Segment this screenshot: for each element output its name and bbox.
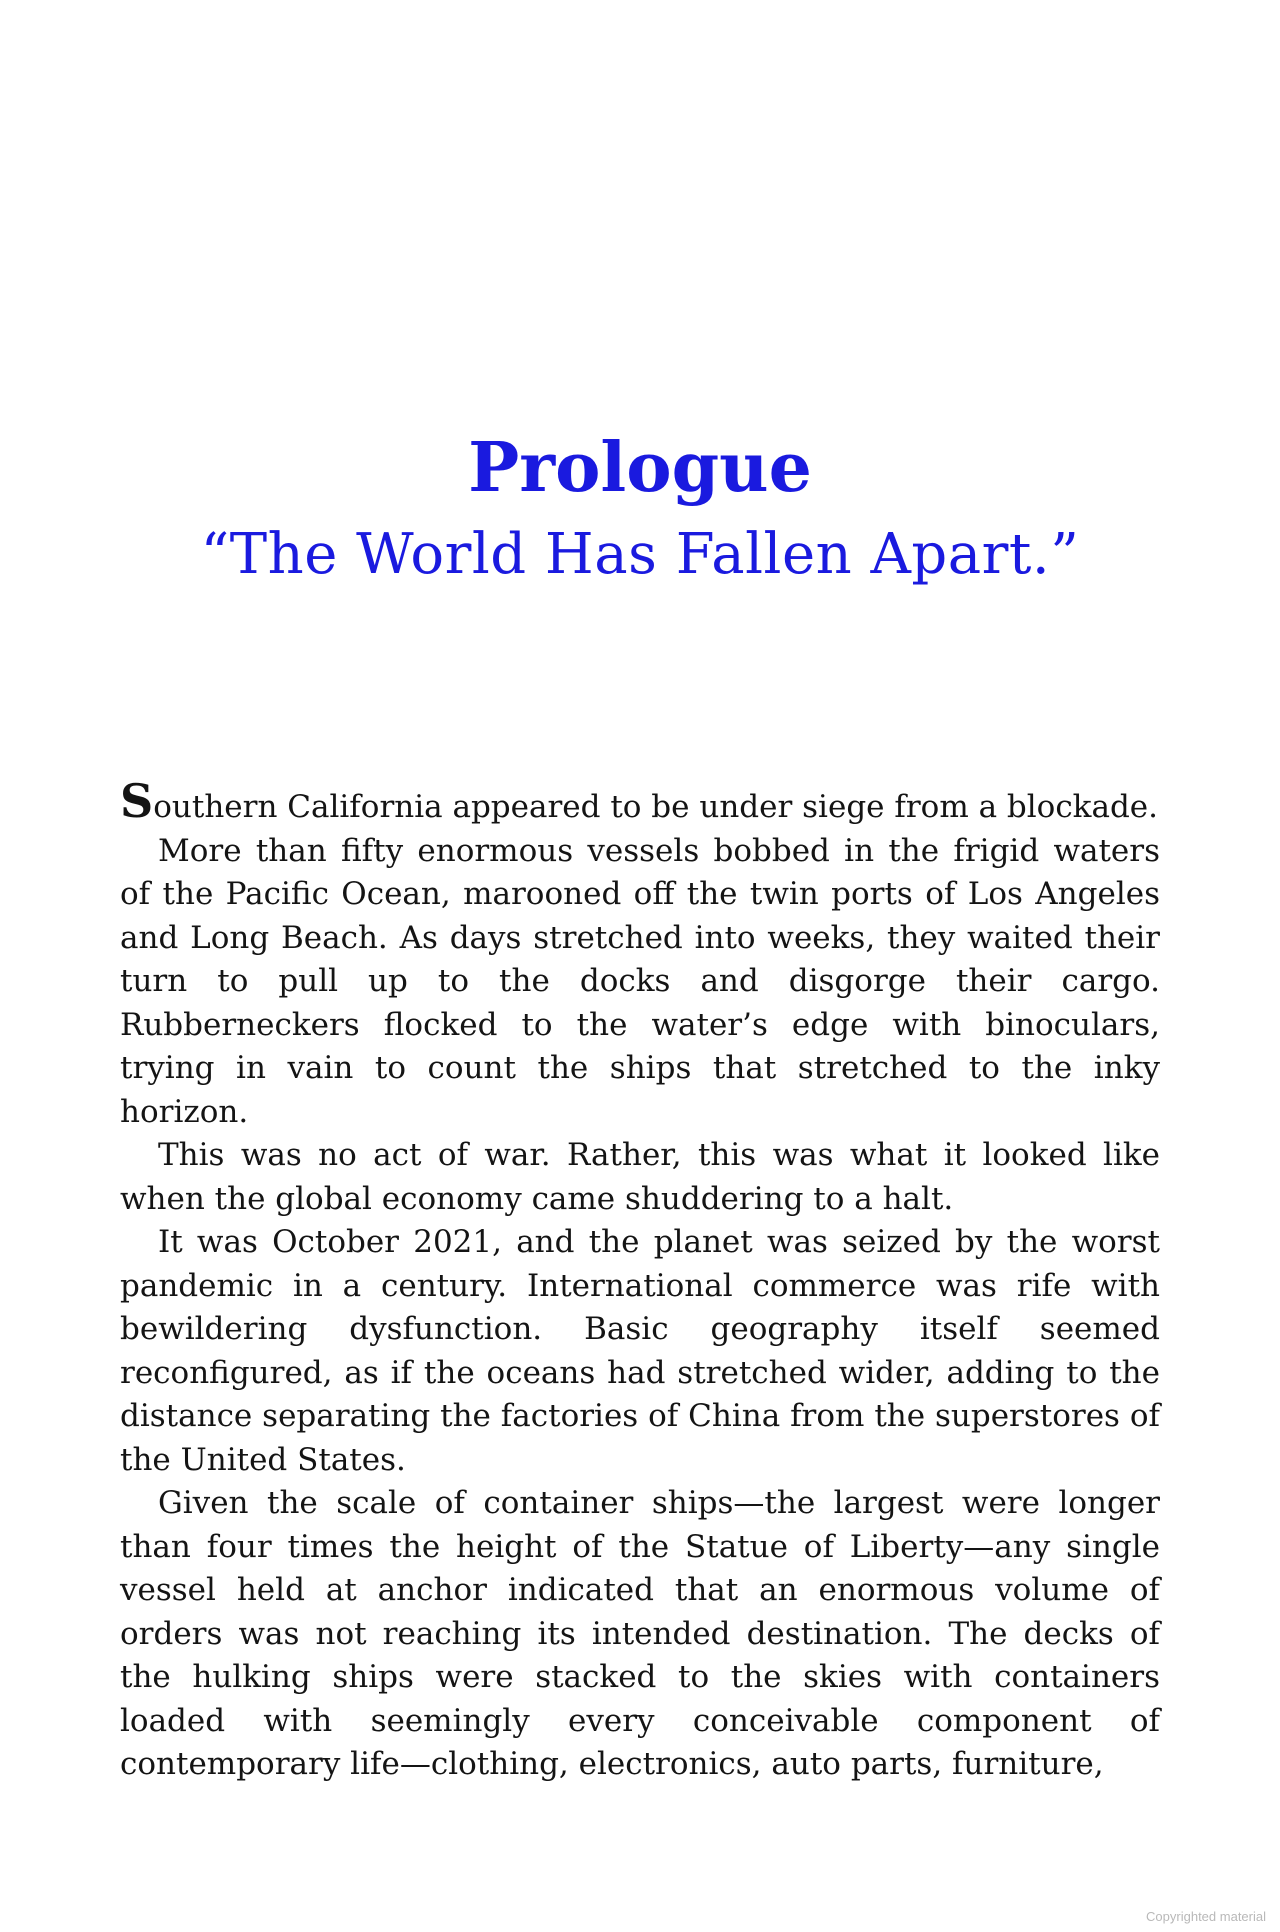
paragraph-2: More than fifty enormous vessels bobbed in the frigid waters of the Pacific Ocean, marooned off the twin ports of Los Angeles and Long Beach. As days stretched into weeks, they waited their turn to pull up to the docks and disgorge their cargo. Rubberneckers flocked to the water’s edge with binoculars, trying in vain to count the ships that stretched to the inky horizon. [120,832,1160,1130]
paragraph-3: This was no act of war. Rather, this was what it looked like when the global economy came shuddering to a halt. [120,1137,1160,1217]
paragraph-4: It was October 2021, and the planet was seized by the worst pandemic in a century. International commerce was rife with bewildering dysfunction. Basic geography itself seemed reconfigured, as if the oceans had stretched wider, adding to the distance separating the factories of China from the superstores of the United States. [120,1224,1160,1478]
copyright-watermark: Copyrighted material [1146,1909,1266,1924]
body-text [120,774,1160,1787]
paragraph-1-text: outhern California appeared to be under siege from a blockade. [153,789,1158,825]
chapter-label: Prologue [468,428,812,508]
paragraph-5: Given the scale of container ships—the largest were longer than four times the height of the Statue of Liberty—any single vessel held at anchor indicated that an enormous volume of orders was not reaching its intended destination. The decks of the hulking ships were stacked to the skies with containers loaded with seemingly every conceivable component of contemporary life—clothing, electronics, auto parts, furniture, [120,1485,1160,1782]
paragraph-1 [120,774,1160,830]
drop-cap: S [120,774,154,828]
chapter-title: “The World Has Fallen Apart.” [200,522,1080,587]
